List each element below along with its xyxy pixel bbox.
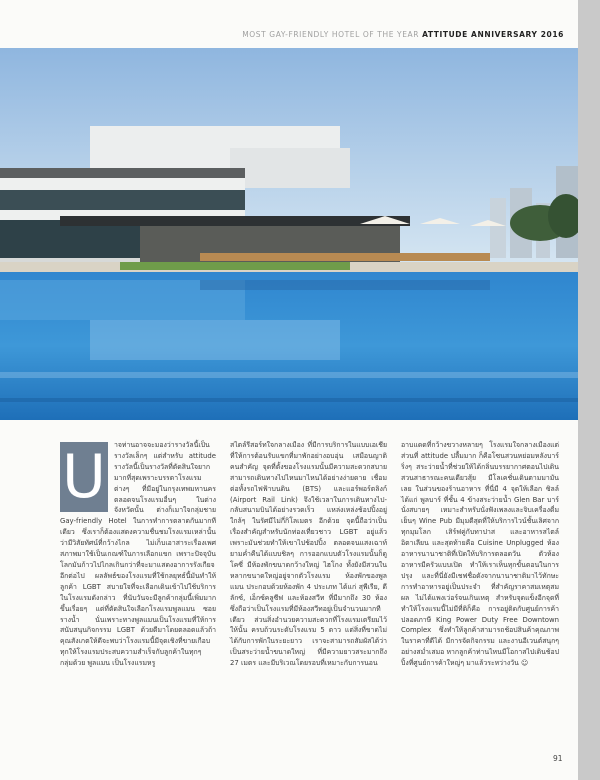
- water-ripple: [0, 372, 578, 378]
- page-number: 91: [553, 754, 563, 763]
- running-header: [242, 30, 564, 39]
- window-row: [0, 190, 245, 210]
- drop-cap: U: [60, 442, 108, 512]
- roof-band: [0, 168, 245, 178]
- article-column-1: [60, 440, 216, 669]
- page-edge: [578, 0, 600, 780]
- canopy: [60, 216, 410, 226]
- header-section: MOST GAY-FRIENDLY HOTEL OF THE YEAR: [242, 30, 420, 39]
- article-column-2: สไตล์รีสอร์ทใจกลางเมือง ที่มีการบริการในแบบเอเชียที่ให้การต้อนรับแขกที่มาพักอย่างอบอุ่น เสมือนญาติคนสำคัญ จุดที่ตั้งของโรงแรมนั้นมีความสะดวกสบาย สามารถเดินทางไปไหนมาไหนได้อย่างง่ายดาย เชื่อมต่อทั้งรถไฟฟ้าบนดิน (BTS) และแอร์พอร์ตลิงก์ (Airport Rail Link) จึงใช้เวลาในการเดินทางไป-กลับสนามบินได้อย่างรวดเร็ว แหล่งเหล่งช้อปปิ้งอยู่ใกล้ๆ ในรัศมีไม่กี่กิโลเมตร อีกด้วย จุดนี้ถือว่าเป็นเรื่องสำคัญสำหรับนักท่องเที่ยวชาว LGBT อยู่แล้ว เพราะมันช่วยทำให้เขาไปช้อปปิ้ง ตลอดจนแสงเฉาท์ยามค่ำคืนได้แบบชิลๆ การออกแบบตัวโรงแรมนั้นก็ดูโคซี่ มีห้องพักขนาดกว้างใหญ่ ไฮโกง ทั้งยังมีสวนในหลากขนาดใหญ่อยู่จากตัวโรงแรม ห้องพักของพูลแมน ประกอบด้วยห้องพัก 4 ประเภท ได้แก่ สุพีเรีย, ดีลักซ์, เอ็กซ์คลูซีฟ และห้องสวีท ที่มีมากถึง 30 ห้อง ซึ่งถือว่าเป็นโรงแรมที่มีห้องสวีทอยู่เป็นจำนวนมากทีเดียว ส่วนสิ่งอำนวยความสะดวกที่โรงแรมเตรียมไว้ให้นั้น ครบถ้วนระดับโรงแรม 5 ดาว แต่สิ่งที่ขาดไม่ได้กับการพักในระยะยาว เราจะสามารถสัมผัสได้ว่าเป็นสระว่ายน้ำขนาดใหญ่ ที่มีความยาวสระมากถึง 27 เมตร และมีบริเวณโดยรอบที่เหมาะกับการนอน: [230, 441, 387, 668]
- water-ripple: [0, 398, 578, 402]
- building-upper: [230, 148, 350, 188]
- hotel-pool-photo: [0, 48, 578, 420]
- article-column-3: อาบแดดที่กว้างขวางหลายๆ โรงแรมใจกลางเมืองแต่ส่วนที่ attitude ปลื้มมาก ก็คือโซนสวนหย่อมหลังบาร์ริ่งๆ สระว่ายน้ำที่ช่วยให้ได้กลิ่นบรรยากาศตอนไปเดินสวนสาธารณะคนเดียวสุ้ย มีโลเคชั่นเดินตามมามันเลย ในส่วนของร้านอาหาร ที่นี่มี 4 จุดให้เลือก ซิลล์ ได้แก่ พูลบาร์ ที่ชั้น 4 ข้างสระว่ายน้ำ Glen Bar บาร์นั่งสบายๆ เหมาะสำหรับนั่งฟังเพลงและจิบเครื่องดื่มเย็นๆ Wine Pub มีมุมดีสุดที่ให้บริการไวน์ชั้นเลิศจากทุกมุมโลก เสิร์ฟคู่กับทาปาส และอาหารสไตล์อิตาเลียน และสุดท้ายคือ Cuisine Unplugged ห้องอาหารนานาชาติที่เปิดให้บริการตลอดวัน ตัวห้องอาหารมีครัวแบบเปิด ทำให้เราเห็นทุกขั้นตอนในการปรุง และที่นี่ยังมีเชฟชื่อดังจากนานาชาติมาไว้ทักษะการทำอาหารอยู่เป็นประจำ ที่สำคัญราคาสมเหตุสมผล ไม่ได้แพงเว่อร์จนเกินเหตุ สำหรับจุดแข็งอีกจุดที่ทำให้โรงแรมนี้ไม่มีที่ติก็คือ การอยู่ติดกับศูนย์การค้าปลอดภาษี King Power Duty Free Downtown Complex ซึ่งทำให้ลูกค้าสามารถช้อปสินค้าคุณภาพในราคาที่ดีได้ มีการจัดกิจกรรม และงานอีเวนต์สนุกๆ อย่างสม่ำเสมอ หากลูกค้าท่านไหนมีโอกาสไปเดินช้อปปิ้งที่ศูนย์การค้าใหญ่ๆ มาแล้วระหว่างวัน ☺: [401, 441, 559, 668]
- header-publication: ATTITUDE ANNIVERSARY 2016: [422, 30, 564, 39]
- lawn: [120, 262, 350, 270]
- column-1-text: าจท่านอาจจะมองว่ารางวัลนี้เป็นรางวัลเล็กๆ แต่สำหรับ attitude รางวัลนี้เป็นรางวัลที่ตัดสินใจยากมากที่สุดเพราะบรรดาโรงแรมต่างๆ ที่มีอยู่ในกรุงเทพมหานคร ตลอดจนโรงแรมอื่นๆ ในต่างจังหวัดนั้น ต่างก็เมาใจกลุ่มชาย Gay-friendly Hotel ในการทำการตลาดกันมากทีเดียว ซึ่งเราก็ต้องแสดงความชื่นชมโรงแรมเหล่านั้นว่ามีวิสัยทัศน์ที่กว้างไกล ไม่เก็บเอาสาระเรื่องเพศสภาพมาใช้เป็นเกณฑ์ในการเลือกแขก เพราะปัจจุบันโลกมันก้าวไปไกลเกินกว่าที่จะมาแสดงอาการรังเกียจอีกต่อไป ผลลัพธ์ของโรงแรมที่ใช้กลยุทธ์นี้มันทำให้ลูกค้า LGBT สบายใจที่จะเลือกเดินเข้าไปใช้บริการในโรงแรมดังกล่าว ที่นับวันจะมีลูกค้ากลุ่มนี้เพิ่มมากขึ้นเรื่อยๆ แต่ที่ตัดสินใจเลือกโรงแรมพูลแมน ซอยรางน้ำ นั่นเพราะทางพูลแมนเป็นโรงแรมที่ให้การสนับสนุนกิจกรรม LGBT ด้วยดีมาโดยตลอดแล้วถ้าคุณสังเกตให้ดีจะพบว่าโรงแรมนี้มีจุดเชิงที่ขายเกือบทุกให้โรงแรมประสบความสำเร็จกับลูกค้าในทุกๆ กลุ่มด้วย พูลแมน เป็นโรงแรมหรู: [60, 441, 216, 668]
- distant-tower: [490, 198, 506, 258]
- building-reflection: [90, 320, 340, 360]
- sun-loungers: [200, 253, 490, 261]
- lounger-reflection: [200, 280, 490, 290]
